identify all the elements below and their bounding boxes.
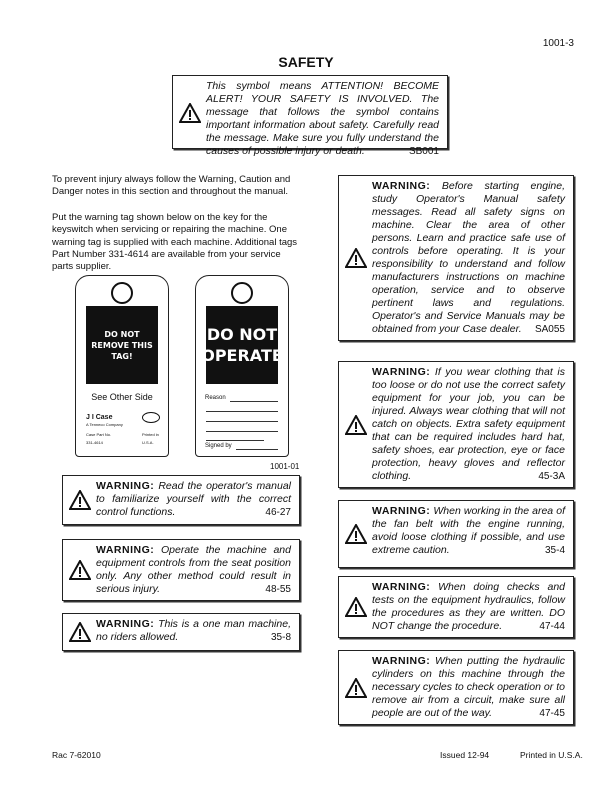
footer-printed: Printed in U.S.A. — [520, 750, 583, 760]
tag-printed: Printed in — [142, 432, 159, 437]
do-not-remove-tag — [75, 275, 169, 457]
warning-triangle-icon — [345, 415, 367, 435]
tag-hole — [231, 282, 253, 304]
tag-hole — [111, 282, 133, 304]
left-warnings-column — [62, 475, 300, 651]
warning-code: 48-55 — [265, 584, 291, 595]
tag-reason-label: Reason — [205, 395, 226, 401]
figure-id: 1001-01 — [270, 462, 300, 471]
page-number: 1001-3 — [542, 38, 574, 49]
tag-country: U.S.A. — [142, 440, 154, 445]
footer-doc-number: Rac 7-62010 — [52, 750, 101, 760]
warning-label: WARNING: — [372, 581, 431, 593]
tag-part-no: 331-4614 — [86, 440, 103, 445]
tag-black-panel: DO NOT OPERATE — [206, 306, 278, 384]
warning-triangle-icon — [345, 248, 367, 268]
warning-label: WARNING: — [372, 366, 431, 378]
warning-text: When doing checks and tests on the equipment hydraulics, follow the procedures as they are written. DO NOT change the procedure. — [372, 581, 565, 632]
paragraph: Put the warning tag shown below on the key for the keyswitch when servicing or repairing the machine. One warning tag is supplied with each machine. Additional tags Part Number 331-4614 are available from your service parts supplier. — [52, 212, 298, 273]
tag-black-panel: DO NOT REMOVE THIS TAG! — [86, 306, 158, 384]
warning-box — [338, 576, 574, 638]
warning-code: 46-27 — [265, 507, 291, 518]
warning-code: SA055 — [534, 324, 565, 335]
warning-label: WARNING: — [372, 180, 431, 192]
warning-code: 47-44 — [539, 621, 565, 632]
warning-label: WARNING: — [96, 544, 155, 556]
warning-box — [62, 475, 300, 525]
tag-part-label: Case Part No. — [86, 432, 112, 437]
warning-triangle-icon — [345, 597, 367, 617]
warning-text: This is a one man machine, no riders allowed. — [96, 618, 291, 643]
warning-box — [62, 613, 300, 651]
warning-box — [338, 500, 574, 568]
warning-triangle-icon — [69, 560, 91, 580]
intro-text: This symbol means ATTENTION! BECOME ALERT! YOUR SAFETY IS INVOLVED. The message that follows the symbol contains important information about safety. Carefully read the message. Make sure you fully understand the causes of possible injury or death. — [206, 80, 439, 157]
paragraph: To prevent injury always follow the Warning, Caution and Danger notes in this section and throughout the manual. — [52, 174, 291, 198]
warning-box — [338, 361, 574, 488]
warning-box — [338, 175, 574, 341]
warning-triangle-icon — [69, 622, 91, 642]
warning-triangle-icon — [69, 490, 91, 510]
tag-brand: J I Case — [86, 414, 113, 421]
warning-label: WARNING: — [96, 480, 155, 492]
warning-text: Operate the machine and equipment controls from the seat position only. Any other method could result in serious injury. — [96, 544, 291, 595]
tag-brand-sub: A Tenneco Company — [86, 422, 123, 427]
footer-issued: Issued 12-94 — [440, 750, 490, 760]
warning-triangle-icon — [179, 103, 201, 123]
warning-label: WARNING: — [372, 505, 431, 517]
warning-box — [338, 650, 574, 725]
tag-signed-label: Signed by — [205, 443, 232, 449]
warning-code: 35-8 — [270, 632, 291, 643]
warning-label: WARNING: — [96, 618, 155, 630]
warning-text: If you wear clothing that is too loose or do not use the correct safety equipment for your job, you can be injured. Always wear clothing that will not catch on objects. Extra safety equipment that can be required includes hard hat, safety shoes, ear protection, eye or face protection, heavy gloves and reflector clothing. — [372, 366, 565, 482]
warning-code: 47-45 — [539, 708, 565, 719]
tag-subtext: See Other Side — [91, 392, 153, 402]
warning-text: When putting the hydraulic cylinders on this machine through the necessary cycles to check operation or to remove air from a circuit, make sure all people are out of the way. — [372, 655, 565, 719]
intro-safety-box — [172, 75, 448, 157]
right-warnings-column — [338, 175, 574, 725]
intro-code: SB001 — [408, 146, 439, 157]
case-logo-icon — [142, 412, 160, 423]
warning-triangle-icon — [345, 678, 367, 698]
warning-label: WARNING: — [372, 655, 431, 667]
warning-text: When working in the area of the fan belt with the engine running, avoid loose clothing if possible, and use extreme caution. — [372, 505, 565, 556]
warning-text: Read the operator's manual to familiarize yourself with the correct control functions. — [96, 480, 291, 518]
warning-code: 35-4 — [544, 545, 565, 556]
warning-text: Before starting engine, study Operator's Manual safety messages. Read all safety signs on machine. Clear the area of other persons. Learn and practice safe use of controls before operating. It is your responsibility to understand and follow manufacturers instructions on machine operation, service and to observe pertinent laws and regulations. Operator's and Service Manuals may be obtained from your Case dealer. — [372, 180, 566, 335]
warning-code: 45-3A — [538, 471, 565, 482]
do-not-operate-tag — [195, 275, 289, 457]
warning-triangle-icon — [345, 524, 367, 544]
warning-box — [62, 539, 300, 601]
page-title: SAFETY — [278, 54, 334, 70]
